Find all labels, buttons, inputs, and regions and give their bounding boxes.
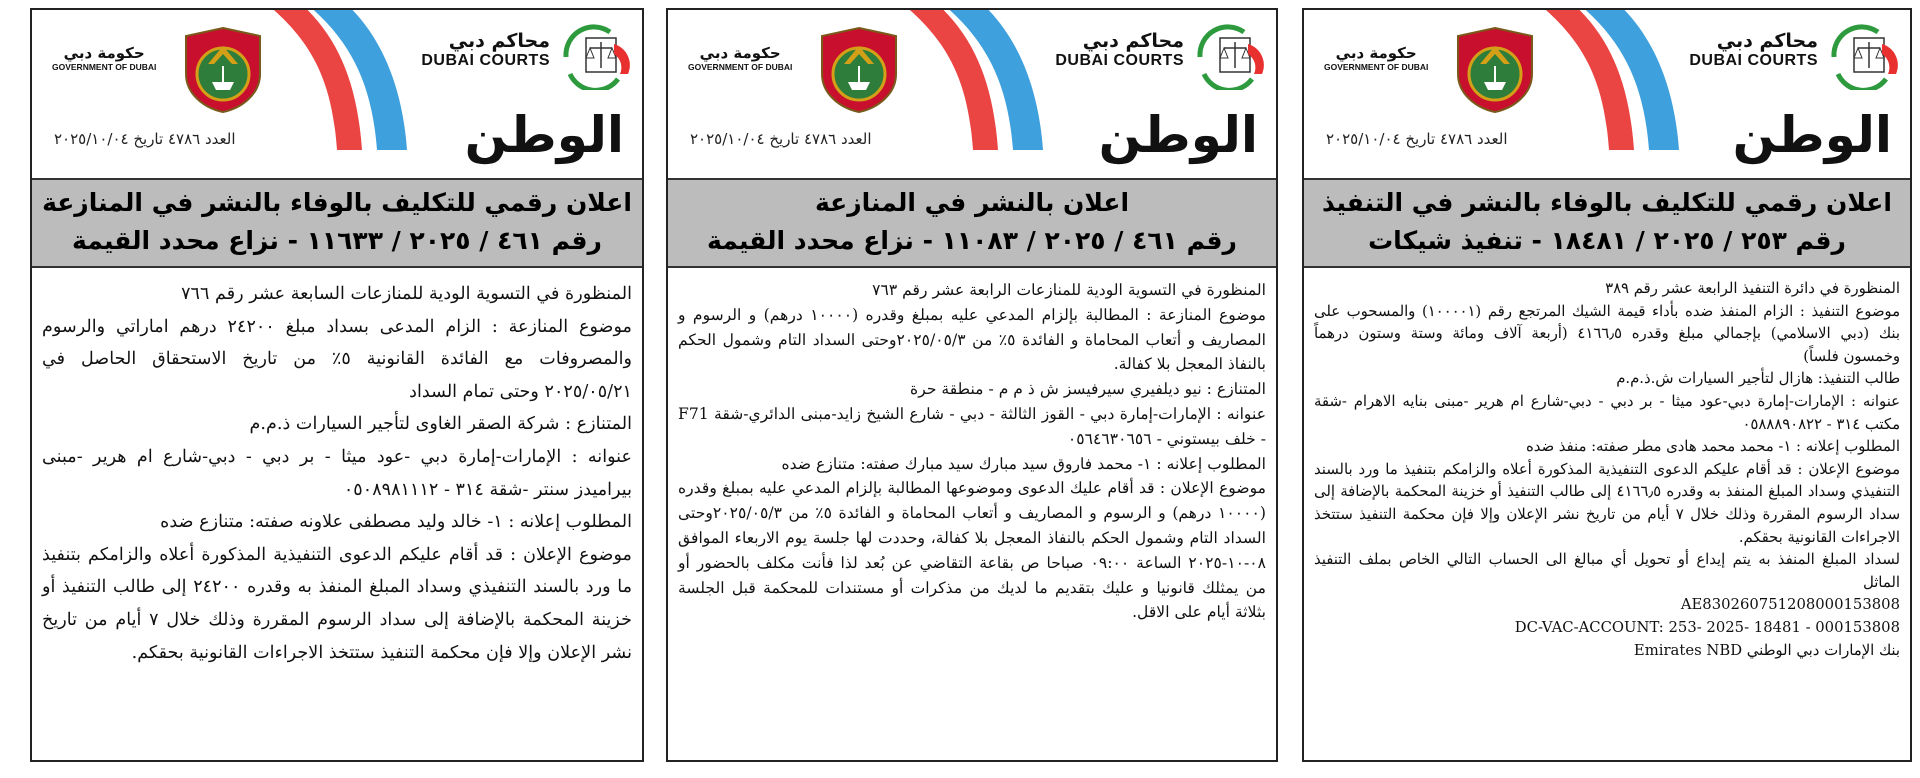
notice-header	[1304, 10, 1910, 178]
disputant-address: عنوانه : الإمارات-إمارة دبي -عود ميثا - بر دبي - دبي-شارع ام هرير -مبنى بيراميدز سنتر -شقة ٣١٤ - ٠٥٠٨٩٨١١١٢	[42, 446, 632, 500]
dubai-courts-arabic: محاكم دبي	[448, 30, 550, 52]
notice-title-line-1: اعلان رقمي للتكليف بالوفاء بالنشر في التنفيذ	[1322, 188, 1892, 217]
swoosh-graphic	[242, 8, 412, 150]
dubai-courts-wordmark	[421, 30, 550, 70]
dubai-government-seal-icon	[816, 24, 902, 114]
notice-title	[32, 178, 642, 268]
government-arabic: حكومة دبي	[699, 44, 781, 62]
notice-body	[668, 268, 1276, 625]
notice-body	[32, 268, 642, 669]
dispute-subject: موضوع المنازعة : الزام المدعى بسداد مبلغ ٢٤٢٠٠ درهم اماراتي والرسوم والمصروفات مع الفائدة القانونية ٥٪ من تاريخ الاستحقاق الحاصل في ٢٠٢٥/٠٥/٢١ وحتى تمام السداد	[42, 316, 632, 402]
dubai-government-seal-icon	[180, 24, 266, 114]
court-circuit: المنظورة في التسوية الودية للمنازعات الرابعة عشر رقم ٧٦٣	[872, 281, 1266, 299]
government-english: GOVERNMENT OF DUBAI	[1324, 62, 1429, 72]
swoosh-graphic	[1514, 8, 1684, 150]
dubai-courts-english: DUBAI COURTS	[421, 52, 550, 69]
notice-title	[668, 178, 1276, 268]
newspaper-masthead: الوطن	[1732, 106, 1892, 164]
notice-dispute-11633	[30, 8, 644, 762]
newspaper-masthead: الوطن	[464, 106, 624, 164]
notice-subject: موضوع الإعلان : قد أقام عليكم الدعوى التنفيذية المذكورة أعلاه والزامكم بتنفيذ ما ورد بالسند التنفيذي وسداد المبلغ المنفذ به وقدره ٢٤٢٠٠ إلى طالب التنفيذ أو خزينة المحكمة بالإضافة إلى سداد الرسوم المقررة وذلك خلال ٧ أيام من تاريخ نشر الإعلان وإلا فإن محكمة التنفيذ ستتخذ الاجراءات القانونية بحقكم.	[42, 544, 633, 663]
government-arabic: حكومة دبي	[1335, 44, 1417, 62]
dubai-government-seal-icon	[1452, 24, 1538, 114]
iban: AE830260751208000153808	[1680, 596, 1900, 614]
account-number: DC-VAC-ACCOUNT: 253- 2025- 18481 - 000153808	[1514, 618, 1900, 636]
dubai-government-wordmark	[688, 44, 792, 72]
issue-line: العدد ٤٧٨٦ تاريخ ٢٠٢٥/١٠/٠٤	[1326, 130, 1508, 148]
dubai-courts-arabic: محاكم دبي	[1082, 30, 1184, 52]
dubai-government-wordmark	[52, 44, 156, 72]
government-arabic: حكومة دبي	[63, 44, 145, 62]
swoosh-graphic	[878, 8, 1048, 150]
dubai-government-wordmark	[1324, 44, 1428, 72]
party-to-notify: المطلوب إعلانه : ١- محمد محمد هادى مطر صفته: منفذ ضده	[1525, 438, 1900, 456]
dubai-courts-emblem-icon	[1826, 24, 1904, 90]
dubai-courts-english: DUBAI COURTS	[1055, 52, 1184, 69]
court-circuit: المنظورة في التسوية الودية للمنازعات السابعة عشر رقم ٧٦٦	[181, 284, 632, 304]
government-english: GOVERNMENT OF DUBAI	[52, 62, 157, 72]
notice-subject: موضوع الإعلان : قد أقام عليكم الدعوى التنفيذية المذكورة أعلاه والزامكم بتنفيذ ما ورد بالسند التنفيذي وسداد المبلغ المنفذ به وقدره ٤١٦٦٫٥ إلى طالب التنفيذ أو خزينة المحكمة بالإضافة إلى سداد الرسوم المقررة وذلك خلال ٧ أيام من تاريخ نشر الإعلان وإلا فإن محكمة التنفيذ ستتخذ الاجراءات القانونية بحقكم.	[1314, 460, 1900, 546]
notice-title-line-1: اعلان رقمي للتكليف بالوفاء بالنشر في المنازعة	[42, 188, 632, 217]
dubai-courts-wordmark	[1055, 30, 1184, 70]
notice-header	[32, 10, 642, 178]
notice-title-line-1: اعلان بالنشر في المنازعة	[814, 188, 1130, 217]
notice-title-line-2: رقم ٤٦١ / ٢٠٢٥ / ١١٠٨٣ - نزاع محدد القيمة	[707, 226, 1237, 255]
notice-title	[1304, 178, 1910, 268]
dubai-courts-emblem-icon	[558, 24, 636, 90]
dubai-courts-wordmark	[1689, 30, 1818, 70]
disputant-address: عنوانه : الإمارات-إمارة دبي - القوز الثالثة - دبي - شارع الشيخ زايد-مبنى الدائري-شقة F71 - خلف بيستوني - ٠٥٦٤٦٣٠٦٥٦	[678, 404, 1266, 448]
notice-subject: موضوع الإعلان : قد أقام عليك الدعوى وموضوعها المطالبة بإلزام المدعي عليه بمبلغ وقدره (١٠٠٠٠ درهم) و الرسوم و المصاريف و أتعاب المحاماة و الفائدة ٥٪ من ٢٠٢٥/٠٥/٣وحتى السداد التام وشمول الحكم بالنفاذ المعجل بلا كفالة، وحددت لها جلسة يوم الاربعاء الموافق ٠٨-١٠-٢٠٢٥ الساعة ٠٩:٠٠ صباحا ص بقاعة التقاضي عن بُعد لذا فأنت مكلف بالحضور أو من يمثلك قانونيا و عليك بتقديم ما لديك من مذكرات أو مستندات للمحكمة قبل الجلسة بثلاثة أيام على الاقل.	[678, 479, 1267, 622]
notice-dispute-11083	[666, 8, 1278, 762]
notice-execution-18481	[1302, 8, 1912, 762]
execution-requester: طالب التنفيذ: هازال لتأجير السيارات ش.ذ.م.م	[1616, 370, 1900, 388]
notice-body	[1304, 268, 1910, 662]
dubai-courts-emblem-icon	[1192, 24, 1270, 90]
party-to-notify: المطلوب إعلانه : ١- خالد وليد مصطفى علاونه صفته: متنازع ضده	[160, 512, 632, 533]
notice-title-line-2: رقم ٤٦١ / ٢٠٢٥ / ١١٦٣٣ - نزاع محدد القيمة	[72, 226, 602, 255]
dispute-subject: موضوع المنازعة : المطالبة بإلزام المدعي عليه بمبلغ وقدره (١٠٠٠٠ درهم) و الرسوم و المصاريف و أتعاب المحاماة و الفائدة ٥٪ من ٢٠٢٥/٠٥/٣وحتى السداد التام وشمول الحكم بالنفاذ المعجل بلا كفالة.	[678, 305, 1266, 374]
dubai-courts-arabic: محاكم دبي	[1716, 30, 1818, 52]
issue-line: العدد ٤٧٨٦ تاريخ ٢٠٢٥/١٠/٠٤	[690, 130, 872, 148]
notice-header	[668, 10, 1276, 178]
disputant: المتنازع : شركة الصقر الغاوى لتأجير السيارات ذ.م.م	[249, 414, 632, 435]
bank-name: بنك الإمارات دبي الوطني Emirates NBD	[1633, 641, 1900, 659]
disputant: المتنازع : نيو ديلفيري سيرفيسز ش ذ م م - منطقة حرة	[910, 380, 1266, 399]
court-circuit: المنظورة في دائرة التنفيذ الرابعة عشر رقم ٣٨٩	[1605, 280, 1900, 297]
newspaper-masthead: الوطن	[1098, 106, 1258, 164]
party-to-notify: المطلوب إعلانه : ١- محمد فاروق سيد مبارك سيد مبارك صفته: متنازع ضده	[781, 454, 1266, 473]
execution-subject: موضوع التنفيذ : الزام المنفذ ضده بأداء قيمة الشيك المرتجع رقم (١٠٠٠٠١) والمسحوب على بنك (دبي الاسلامي) بإجمالي مبلغ وقدره ٤١٦٦٫٥ (أربعة آلاف ومائة وستة وستون درهماً وخمسون فلساً)	[1314, 302, 1900, 365]
payment-instructions: لسداد المبلغ المنفذ به يتم إيداع أو تحويل أي مبالغ الى الحساب التالي الخاص بملف التنفيذ الماثل	[1314, 551, 1900, 591]
government-english: GOVERNMENT OF DUBAI	[688, 62, 793, 72]
notice-title-line-2: رقم ٢٥٣ / ٢٠٢٥ / ١٨٤٨١ - تنفيذ شيكات	[1368, 226, 1846, 255]
issue-line: العدد ٤٧٨٦ تاريخ ٢٠٢٥/١٠/٠٤	[54, 130, 236, 148]
dubai-courts-english: DUBAI COURTS	[1689, 52, 1818, 69]
requester-address: عنوانه : الإمارات-إمارة دبي-عود ميثا - بر دبي - دبي-شارع ام هرير -مبنى بنايه الاهرام -شقة مكتب ٣١٤ - ٠٥٨٨٨٩٠٨٢٢	[1314, 392, 1900, 433]
